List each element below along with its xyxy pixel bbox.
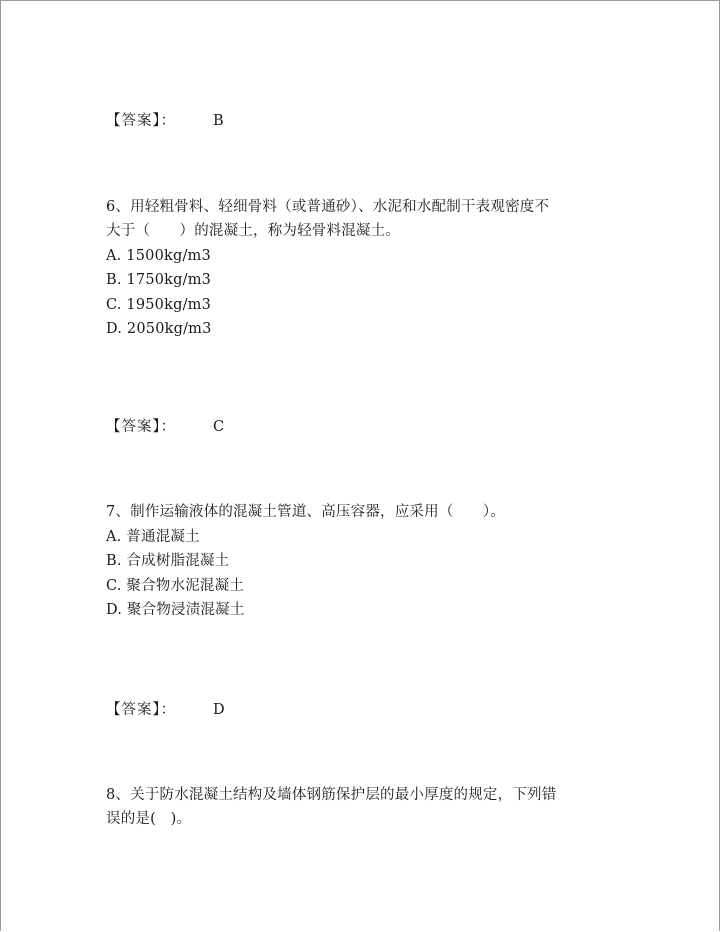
question-6-stem-line-2: 大于（ ）的混凝土，称为轻骨料混凝土。: [106, 223, 400, 239]
answer-label: 【答案】：: [106, 419, 177, 435]
question-8-stem-line-1: 8、关于防水混凝土结构及墙体钢筋保护层的最小厚度的规定，下列错: [106, 787, 557, 803]
question-6-option-a: A. 1500kg/m3: [106, 248, 211, 264]
question-7-option-b: B. 合成树脂混凝土: [106, 553, 230, 569]
question-8-stem-line-2: 误的是( )。: [106, 811, 192, 827]
question-7-option-a: A. 普通混凝土: [106, 529, 200, 545]
question-6-option-b: B. 1750kg/m3: [106, 272, 212, 288]
question-6-option-c: C. 1950kg/m3: [106, 297, 212, 313]
answer-value: D: [213, 702, 225, 718]
answer-value: B: [213, 113, 224, 129]
question-6-option-d: D. 2050kg/m3: [106, 321, 212, 337]
question-6-stem-line-1: 6、用轻粗骨料、轻细骨料（或普通砂）、水泥和水配制干表观密度不: [106, 199, 550, 215]
question-7-option-c: C. 聚合物水泥混凝土: [106, 578, 244, 594]
question-7-stem-line-1: 7、制作运输液体的混凝土管道、高压容器，应采用（ ）。: [106, 504, 506, 520]
question-7-option-d: D. 聚合物浸渍混凝土: [106, 602, 245, 618]
answer-label: 【答案】：: [106, 113, 177, 129]
answer-label: 【答案】：: [106, 702, 177, 718]
answer-value: C: [213, 419, 225, 435]
